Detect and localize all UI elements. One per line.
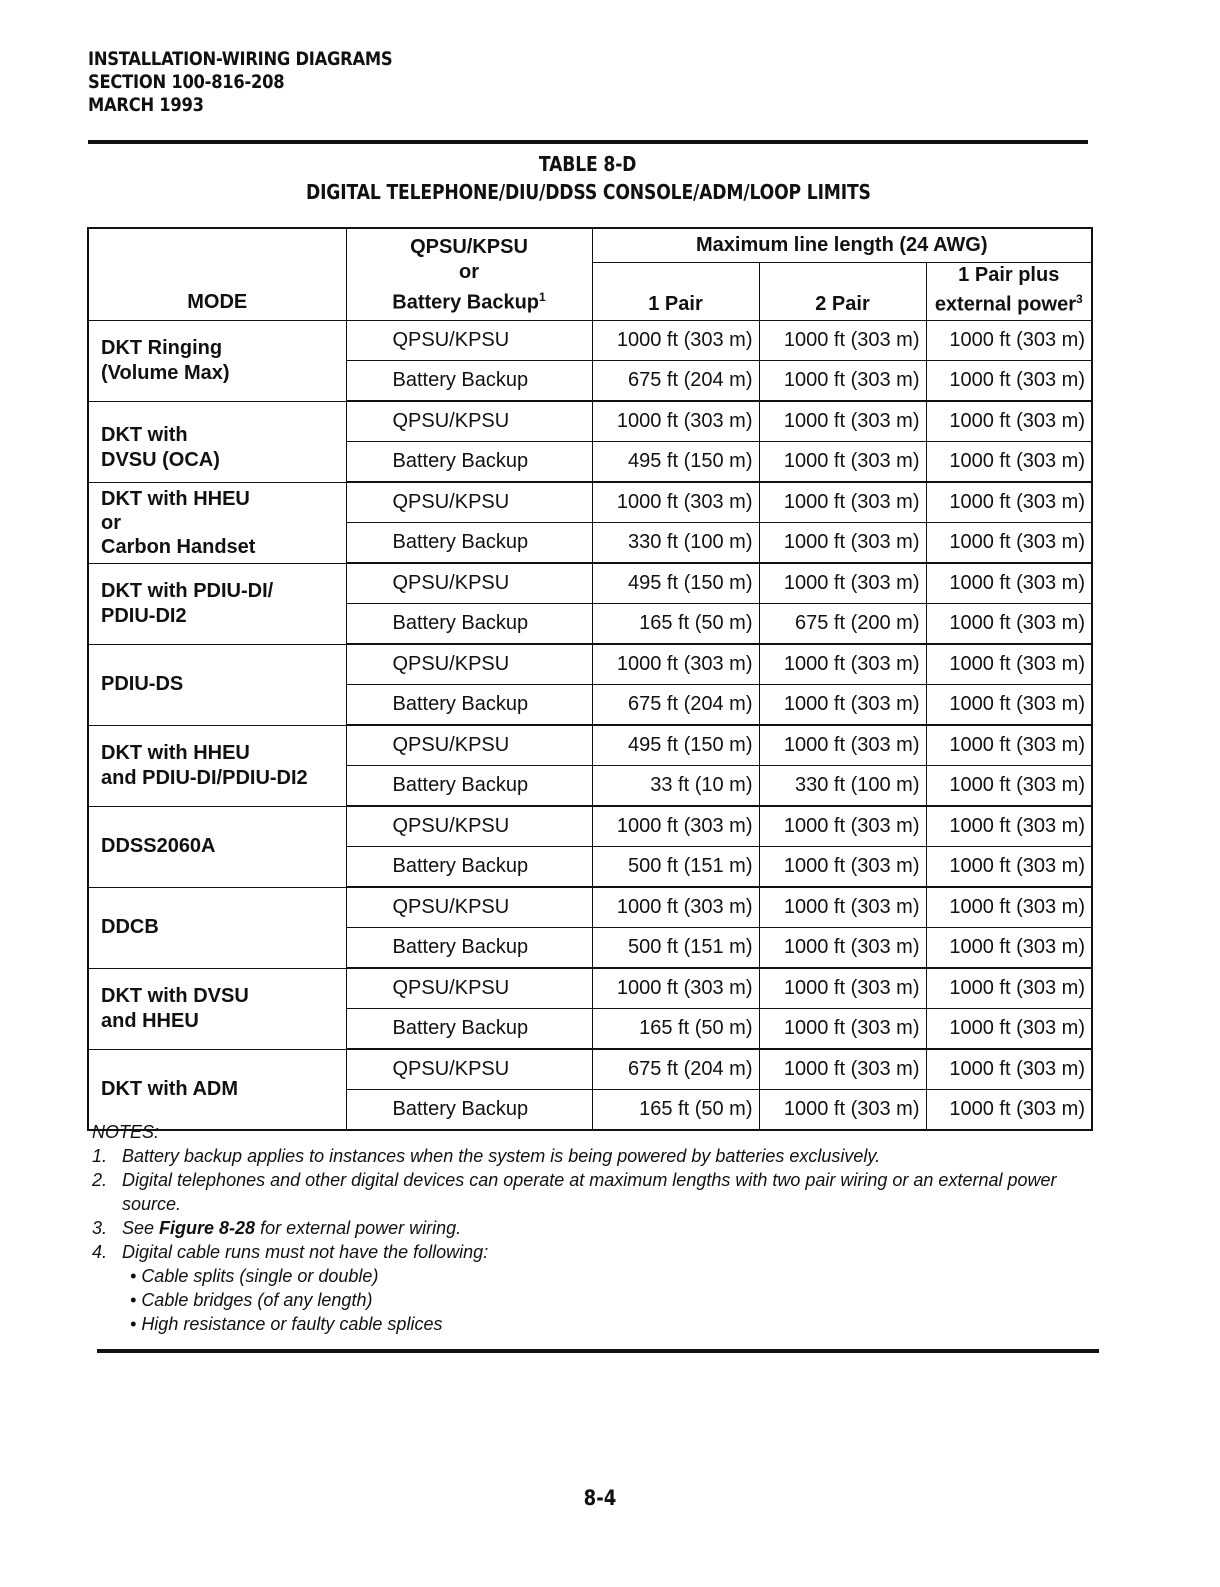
mode-cell: DKT with HHEU or Carbon Handset xyxy=(88,482,346,563)
power-cell: Battery Backup xyxy=(346,685,592,726)
value-ext-power: 1000 ft (303 m) xyxy=(926,442,1092,483)
value-2-pair: 1000 ft (303 m) xyxy=(759,644,926,685)
value-ext-power: 1000 ft (303 m) xyxy=(926,523,1092,564)
table-row xyxy=(88,806,1092,847)
header-power-line2: or xyxy=(459,261,479,283)
table-row xyxy=(88,563,1092,604)
value-ext-power: 1000 ft (303 m) xyxy=(926,644,1092,685)
mode-cell: PDIU-DS xyxy=(88,644,346,725)
power-cell: Battery Backup xyxy=(346,847,592,888)
notes-section xyxy=(92,1120,1102,1336)
value-ext-power: 1000 ft (303 m) xyxy=(926,887,1092,928)
value-2-pair: 1000 ft (303 m) xyxy=(759,482,926,523)
value-ext-power: 1000 ft (303 m) xyxy=(926,321,1092,361)
table-row xyxy=(88,968,1092,1009)
figure-reference: Figure 8-28 xyxy=(159,1218,256,1238)
value-ext-power: 1000 ft (303 m) xyxy=(926,725,1092,766)
value-ext-power: 1000 ft (303 m) xyxy=(926,806,1092,847)
value-ext-power: 1000 ft (303 m) xyxy=(926,1090,1092,1131)
top-rule xyxy=(88,140,1088,144)
table-body xyxy=(88,321,1092,1131)
value-2-pair: 1000 ft (303 m) xyxy=(759,401,926,442)
notes-title: NOTES: xyxy=(92,1122,160,1142)
value-ext-power: 1000 ft (303 m) xyxy=(926,1049,1092,1090)
power-cell: QPSU/KPSU xyxy=(346,968,592,1009)
value-1-pair: 675 ft (204 m) xyxy=(592,685,759,726)
power-cell: Battery Backup xyxy=(346,1009,592,1050)
value-ext-power: 1000 ft (303 m) xyxy=(926,361,1092,402)
value-2-pair: 1000 ft (303 m) xyxy=(759,928,926,969)
header-col3-line1: 1 Pair plus xyxy=(958,263,1060,286)
value-2-pair: 1000 ft (303 m) xyxy=(759,1009,926,1050)
value-1-pair: 500 ft (151 m) xyxy=(592,847,759,888)
value-2-pair: 1000 ft (303 m) xyxy=(759,968,926,1009)
table-row xyxy=(88,644,1092,685)
header-power-source xyxy=(346,228,592,321)
value-ext-power: 1000 ft (303 m) xyxy=(926,766,1092,807)
note-4: 4. Digital cable runs must not have the following: xyxy=(92,1242,489,1262)
note-1: 1. Battery backup applies to instances when the system is being powered by batteries exclusively. xyxy=(92,1146,881,1166)
power-cell: Battery Backup xyxy=(346,523,592,564)
value-1-pair: 500 ft (151 m) xyxy=(592,928,759,969)
value-2-pair: 1000 ft (303 m) xyxy=(759,887,926,928)
header-mode: MODE xyxy=(88,228,346,321)
power-cell: Battery Backup xyxy=(346,442,592,483)
table-row xyxy=(88,482,1092,523)
value-1-pair: 1000 ft (303 m) xyxy=(592,806,759,847)
mode-cell: DKT with HHEU and PDIU-DI/PDIU-DI2 xyxy=(88,725,346,806)
mode-cell: DKT Ringing (Volume Max) xyxy=(88,321,346,402)
mode-cell: DDCB xyxy=(88,887,346,968)
value-1-pair: 33 ft (10 m) xyxy=(592,766,759,807)
header-power-line1: QPSU/KPSU xyxy=(410,236,528,258)
value-2-pair: 675 ft (200 m) xyxy=(759,604,926,645)
value-ext-power: 1000 ft (303 m) xyxy=(926,1009,1092,1050)
footnote-ref: 1 xyxy=(539,290,546,304)
mode-cell: DDSS2060A xyxy=(88,806,346,887)
power-cell: QPSU/KPSU xyxy=(346,1049,592,1090)
value-1-pair: 330 ft (100 m) xyxy=(592,523,759,564)
header-col3-line2: external power xyxy=(934,293,1076,316)
value-2-pair: 1000 ft (303 m) xyxy=(759,523,926,564)
table-row xyxy=(88,887,1092,928)
header-date: MARCH 1993 xyxy=(88,94,204,116)
value-ext-power: 1000 ft (303 m) xyxy=(926,482,1092,523)
header-1-pair: 1 Pair xyxy=(592,262,759,321)
value-ext-power: 1000 ft (303 m) xyxy=(926,847,1092,888)
table-row xyxy=(88,321,1092,361)
power-cell: Battery Backup xyxy=(346,604,592,645)
value-2-pair: 1000 ft (303 m) xyxy=(759,321,926,361)
mode-cell: DKT with DVSU (OCA) xyxy=(88,401,346,482)
value-2-pair: 1000 ft (303 m) xyxy=(759,1090,926,1131)
value-ext-power: 1000 ft (303 m) xyxy=(926,604,1092,645)
value-ext-power: 1000 ft (303 m) xyxy=(926,928,1092,969)
value-1-pair: 1000 ft (303 m) xyxy=(592,401,759,442)
value-1-pair: 495 ft (150 m) xyxy=(592,725,759,766)
value-2-pair: 1000 ft (303 m) xyxy=(759,442,926,483)
value-1-pair: 495 ft (150 m) xyxy=(592,563,759,604)
table-row xyxy=(88,725,1092,766)
value-2-pair: 1000 ft (303 m) xyxy=(759,361,926,402)
value-1-pair: 165 ft (50 m) xyxy=(592,1090,759,1131)
table-row xyxy=(88,1049,1092,1090)
bullet-item: • High resistance or faulty cable splices xyxy=(130,1314,443,1334)
power-cell: QPSU/KPSU xyxy=(346,644,592,685)
value-ext-power: 1000 ft (303 m) xyxy=(926,968,1092,1009)
mode-cell: DKT with DVSU and HHEU xyxy=(88,968,346,1049)
power-cell: Battery Backup xyxy=(346,1090,592,1131)
value-1-pair: 675 ft (204 m) xyxy=(592,361,759,402)
value-2-pair: 1000 ft (303 m) xyxy=(759,563,926,604)
value-1-pair: 165 ft (50 m) xyxy=(592,1009,759,1050)
table-number: TABLE 8-D xyxy=(539,152,637,176)
power-cell: Battery Backup xyxy=(346,928,592,969)
value-2-pair: 1000 ft (303 m) xyxy=(759,685,926,726)
value-1-pair: 1000 ft (303 m) xyxy=(592,321,759,361)
value-ext-power: 1000 ft (303 m) xyxy=(926,401,1092,442)
power-cell: QPSU/KPSU xyxy=(346,806,592,847)
value-1-pair: 1000 ft (303 m) xyxy=(592,482,759,523)
power-cell: Battery Backup xyxy=(346,766,592,807)
power-cell: QPSU/KPSU xyxy=(346,887,592,928)
value-2-pair: 1000 ft (303 m) xyxy=(759,806,926,847)
note-3: 3. See Figure 8-28 for external power wiring. xyxy=(92,1218,462,1238)
footnote-ref: 3 xyxy=(1075,291,1083,306)
value-2-pair: 1000 ft (303 m) xyxy=(759,725,926,766)
value-1-pair: 165 ft (50 m) xyxy=(592,604,759,645)
value-1-pair: 1000 ft (303 m) xyxy=(592,887,759,928)
table-row xyxy=(88,401,1092,442)
header-power-line3: Battery Backup xyxy=(392,291,540,314)
bottom-rule xyxy=(97,1349,1099,1353)
header-title: INSTALLATION-WIRING DIAGRAMS xyxy=(88,48,393,70)
mode-cell: DKT with PDIU-DI/ PDIU-DI2 xyxy=(88,563,346,644)
power-cell: QPSU/KPSU xyxy=(346,482,592,523)
bullet-item: • Cable bridges (of any length) xyxy=(130,1290,373,1310)
bullet-item: • Cable splits (single or double) xyxy=(130,1266,379,1286)
value-1-pair: 675 ft (204 m) xyxy=(592,1049,759,1090)
note-2: 2. Digital telephones and other digital devices can operate at maximum lengths with two pair wiring or an external power source. xyxy=(92,1170,1057,1214)
power-cell: QPSU/KPSU xyxy=(346,563,592,604)
value-2-pair: 1000 ft (303 m) xyxy=(759,847,926,888)
power-cell: QPSU/KPSU xyxy=(346,401,592,442)
value-ext-power: 1000 ft (303 m) xyxy=(926,685,1092,726)
power-cell: QPSU/KPSU xyxy=(346,725,592,766)
header-1-pair-plus-power xyxy=(926,262,1092,321)
value-1-pair: 495 ft (150 m) xyxy=(592,442,759,483)
value-2-pair: 1000 ft (303 m) xyxy=(759,1049,926,1090)
header-2-pair: 2 Pair xyxy=(759,262,926,321)
power-cell: Battery Backup xyxy=(346,361,592,402)
power-cell: QPSU/KPSU xyxy=(346,321,592,361)
value-1-pair: 1000 ft (303 m) xyxy=(592,644,759,685)
header-max-length: Maximum line length (24 AWG) xyxy=(592,228,1092,262)
value-ext-power: 1000 ft (303 m) xyxy=(926,563,1092,604)
loop-limits-table xyxy=(87,227,1093,1131)
document-header xyxy=(88,48,392,117)
page-number: 8-4 xyxy=(583,1486,617,1510)
value-1-pair: 1000 ft (303 m) xyxy=(592,968,759,1009)
value-2-pair: 330 ft (100 m) xyxy=(759,766,926,807)
table-title: DIGITAL TELEPHONE/DIU/DDSS CONSOLE/ADM/LOOP LIMITS xyxy=(305,180,871,204)
header-section: SECTION 100-816-208 xyxy=(88,71,285,93)
mode-cell: DKT with ADM xyxy=(88,1049,346,1130)
